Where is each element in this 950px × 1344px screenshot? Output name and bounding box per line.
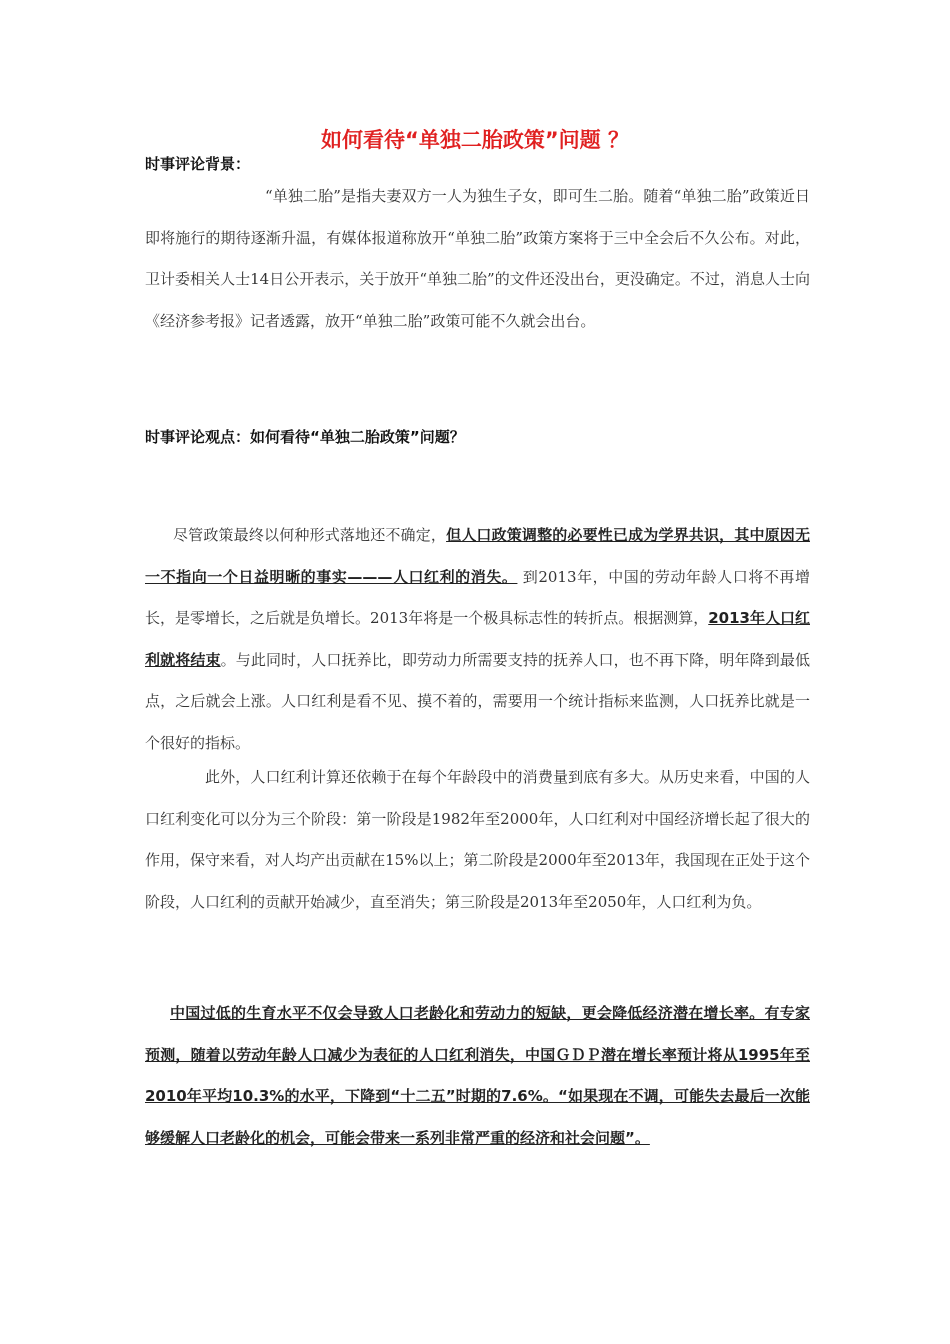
para1-text-2: 到2013年，中国的劳动年龄人口将不再增长，是零增长，之后就是负增长。2013年将是一个极具标志性的转折点。根据测算， <box>145 567 810 627</box>
para1-underlined-1: 但人口政策调整的必要性已成为学界共识，其中原因无一不指向一个日益明晰的事实———人口红利的消失。 <box>145 526 810 586</box>
paragraph-2 <box>145 757 810 923</box>
document-title: 如何看待“单独二胎政策”问题 ？ <box>321 128 629 152</box>
para1-text-1: 尽管政策最终以何种形式落地还不确定， <box>173 526 447 544</box>
background-paragraph <box>145 176 810 342</box>
background-text: “单独二胎”是指夫妻双方一人为独生子女，即可生二胎。随着“单独二胎”政策近日即将施行的期待逐渐升温，有媒体报道称放开“单独二胎”政策方案将于三中全会后不久公布。对此，卫计委相关人士14日公开表示，关于放开“单独二胎”的文件还没出台，更没确定。不过，消息人士向《经济参考报》记者透露，放开“单独二胎”政策可能不久就会出台。 <box>145 187 810 330</box>
paragraph-3 <box>145 993 810 1159</box>
para2-text: 此外，人口红利计算还依赖于在每个年龄段中的消费量到底有多大。从历史来看，中国的人口红利变化可以分为三个阶段：第一阶段是1982年至2000年，人口红利对中国经济增长起了很大的作用，保守来看，对人均产出贡献在15%以上；第二阶段是2000年至2013年，我国现在正处于这个阶段，人口红利的贡献开始减少，直至消失；第三阶段是2013年至2050年，人口红利为负。 <box>145 768 810 911</box>
background-heading: 时事评论背景： <box>145 155 251 173</box>
para1-underlined-2: 2013年人口红利就将结束 <box>145 609 810 669</box>
para3-text: 中国过低的生育水平不仅会导致人口老龄化和劳动力的短缺，更会降低经济潜在增长率。有专家预测，随着以劳动年龄人口减少为表征的人口红利消失，中国ＧＤＰ潜在增长率预计将从1995年至2010年平均10.3%的水平，下降到“十二五”时期的7.6%。“如果现在不调，可能失去最后一次能够缓解人口老龄化的机会，可能会带来一系列非常严重的经济和社会问题”。 <box>145 1004 810 1147</box>
viewpoint-heading: 时事评论观点：如何看待“单独二胎政策”问题？ <box>145 428 465 446</box>
para1-text-3: 。与此同时，人口抚养比，即劳动力所需要支持的抚养人口，也不再下降，明年降到最低点，之后就会上涨。人口红利是看不见、摸不着的，需要用一个统计指标来监测，人口抚养比就是一个很好的指标。 <box>145 650 810 752</box>
paragraph-1 <box>145 515 810 764</box>
